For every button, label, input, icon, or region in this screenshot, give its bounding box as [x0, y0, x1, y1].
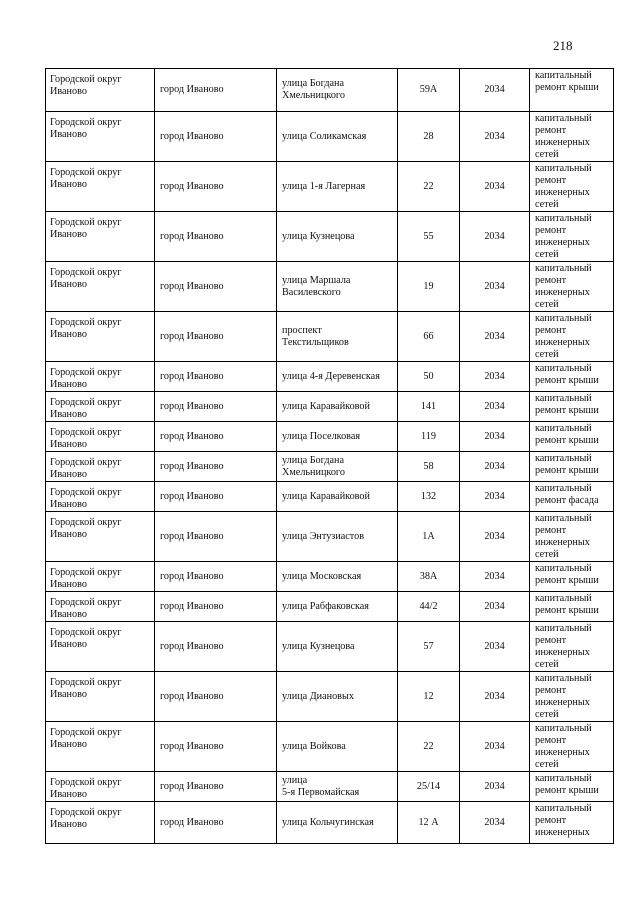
year-cell: 2034	[460, 512, 530, 562]
street-cell: улица Кольчугинская	[277, 802, 398, 844]
table-row	[46, 422, 614, 452]
okrug-cell: Городской округ Иваново	[46, 69, 155, 112]
table-row	[46, 772, 614, 802]
table-row	[46, 722, 614, 772]
city-cell: город Иваново	[155, 772, 277, 802]
okrug-cell: Городской округ Иваново	[46, 772, 155, 802]
table-row	[46, 69, 614, 112]
city-cell: город Иваново	[155, 392, 277, 422]
okrug-cell: Городской округ Иваново	[46, 112, 155, 162]
city-cell: город Иваново	[155, 212, 277, 262]
city-cell: город Иваново	[155, 672, 277, 722]
city-cell: город Иваново	[155, 722, 277, 772]
street-cell: проспект Текстильщиков	[277, 312, 398, 362]
house-number-cell: 1А	[398, 512, 460, 562]
okrug-cell: Городской округ Иваново	[46, 452, 155, 482]
house-number-cell: 19	[398, 262, 460, 312]
city-cell: город Иваново	[155, 312, 277, 362]
table-row	[46, 562, 614, 592]
year-cell: 2034	[460, 262, 530, 312]
okrug-cell: Городской округ Иваново	[46, 162, 155, 212]
work-type-cell: капитальный ремонт крыши	[530, 592, 614, 622]
city-cell: город Иваново	[155, 112, 277, 162]
city-cell: город Иваново	[155, 482, 277, 512]
year-cell: 2034	[460, 312, 530, 362]
house-number-cell: 141	[398, 392, 460, 422]
work-type-cell: капитальный ремонт инженерных сетей	[530, 312, 614, 362]
work-type-cell: капитальный ремонт фасада	[530, 482, 614, 512]
year-cell: 2034	[460, 482, 530, 512]
house-number-cell: 22	[398, 162, 460, 212]
house-number-cell: 38А	[398, 562, 460, 592]
table-row	[46, 162, 614, 212]
year-cell: 2034	[460, 162, 530, 212]
work-type-cell: капитальный ремонт инженерных	[530, 802, 614, 844]
city-cell: город Иваново	[155, 802, 277, 844]
work-type-cell: капитальный ремонт крыши	[530, 452, 614, 482]
street-cell: улица Соликамская	[277, 112, 398, 162]
okrug-cell: Городской округ Иваново	[46, 622, 155, 672]
okrug-cell: Городской округ Иваново	[46, 262, 155, 312]
okrug-cell: Городской округ Иваново	[46, 212, 155, 262]
house-number-cell: 55	[398, 212, 460, 262]
okrug-cell: Городской округ Иваново	[46, 802, 155, 844]
house-number-cell: 12 А	[398, 802, 460, 844]
table-row	[46, 802, 614, 844]
city-cell: город Иваново	[155, 262, 277, 312]
year-cell: 2034	[460, 772, 530, 802]
house-number-cell: 58	[398, 452, 460, 482]
table-row	[46, 452, 614, 482]
year-cell: 2034	[460, 622, 530, 672]
city-cell: город Иваново	[155, 362, 277, 392]
street-cell: улица 1-я Лагерная	[277, 162, 398, 212]
table-row	[46, 622, 614, 672]
work-type-cell: капитальный ремонт крыши	[530, 392, 614, 422]
table-row	[46, 482, 614, 512]
work-type-cell: капитальный ремонт инженерных сетей	[530, 262, 614, 312]
year-cell: 2034	[460, 592, 530, 622]
year-cell: 2034	[460, 69, 530, 112]
work-type-cell: капитальный ремонт крыши	[530, 422, 614, 452]
okrug-cell: Городской округ Иваново	[46, 362, 155, 392]
okrug-cell: Городской округ Иваново	[46, 562, 155, 592]
work-type-cell: капитальный ремонт крыши	[530, 362, 614, 392]
street-cell: улица 4-я Деревенская	[277, 362, 398, 392]
year-cell: 2034	[460, 392, 530, 422]
year-cell: 2034	[460, 802, 530, 844]
year-cell: 2034	[460, 422, 530, 452]
house-number-cell: 66	[398, 312, 460, 362]
street-cell: улица 5-я Первомайская	[277, 772, 398, 802]
street-cell: улица Каравайковой	[277, 392, 398, 422]
house-number-cell: 44/2	[398, 592, 460, 622]
city-cell: город Иваново	[155, 622, 277, 672]
street-cell: улица Диановых	[277, 672, 398, 722]
year-cell: 2034	[460, 672, 530, 722]
street-cell: улица Маршала Василевского	[277, 262, 398, 312]
work-type-cell: капитальный ремонт инженерных сетей	[530, 722, 614, 772]
house-number-cell: 59А	[398, 69, 460, 112]
okrug-cell: Городской округ Иваново	[46, 722, 155, 772]
year-cell: 2034	[460, 562, 530, 592]
table-row	[46, 362, 614, 392]
city-cell: город Иваново	[155, 562, 277, 592]
house-number-cell: 22	[398, 722, 460, 772]
city-cell: город Иваново	[155, 69, 277, 112]
street-cell: улица Войкова	[277, 722, 398, 772]
page-number: 218	[553, 38, 573, 53]
city-cell: город Иваново	[155, 422, 277, 452]
house-number-cell: 50	[398, 362, 460, 392]
house-number-cell: 25/14	[398, 772, 460, 802]
street-cell: улица Кузнецова	[277, 622, 398, 672]
street-cell: улица Поселковая	[277, 422, 398, 452]
okrug-cell: Городской округ Иваново	[46, 392, 155, 422]
house-number-cell: 57	[398, 622, 460, 672]
table-row	[46, 512, 614, 562]
okrug-cell: Городской округ Иваново	[46, 312, 155, 362]
work-type-cell: капитальный ремонт инженерных сетей	[530, 212, 614, 262]
street-cell: улица Кузнецова	[277, 212, 398, 262]
work-type-cell: капитальный ремонт инженерных сетей	[530, 672, 614, 722]
okrug-cell: Городской округ Иваново	[46, 482, 155, 512]
table-row	[46, 672, 614, 722]
table-row	[46, 112, 614, 162]
year-cell: 2034	[460, 112, 530, 162]
okrug-cell: Городской округ Иваново	[46, 422, 155, 452]
work-type-cell: капитальный ремонт инженерных сетей	[530, 162, 614, 212]
house-number-cell: 132	[398, 482, 460, 512]
city-cell: город Иваново	[155, 592, 277, 622]
year-cell: 2034	[460, 452, 530, 482]
work-type-cell: капитальный ремонт инженерных сетей	[530, 112, 614, 162]
table-row	[46, 392, 614, 422]
house-number-cell: 119	[398, 422, 460, 452]
year-cell: 2034	[460, 362, 530, 392]
work-type-cell: капитальный ремонт инженерных сетей	[530, 622, 614, 672]
work-type-cell: капитальный ремонт крыши	[530, 562, 614, 592]
year-cell: 2034	[460, 212, 530, 262]
city-cell: город Иваново	[155, 452, 277, 482]
repair-schedule-table	[45, 68, 614, 844]
year-cell: 2034	[460, 722, 530, 772]
table-row	[46, 262, 614, 312]
house-number-cell: 12	[398, 672, 460, 722]
work-type-cell: капитальный ремонт крыши	[530, 772, 614, 802]
city-cell: город Иваново	[155, 162, 277, 212]
work-type-cell: капитальный ремонт инженерных сетей	[530, 512, 614, 562]
work-type-cell: капитальный ремонт крыши	[530, 69, 614, 112]
street-cell: улица Каравайковой	[277, 482, 398, 512]
street-cell: улица Энтузиастов	[277, 512, 398, 562]
okrug-cell: Городской округ Иваново	[46, 592, 155, 622]
street-cell: улица Московская	[277, 562, 398, 592]
okrug-cell: Городской округ Иваново	[46, 672, 155, 722]
house-number-cell: 28	[398, 112, 460, 162]
table-row	[46, 312, 614, 362]
okrug-cell: Городской округ Иваново	[46, 512, 155, 562]
table-row	[46, 212, 614, 262]
table-row	[46, 592, 614, 622]
street-cell: улица Богдана Хмельницкого	[277, 69, 398, 112]
city-cell: город Иваново	[155, 512, 277, 562]
street-cell: улица Рабфаковская	[277, 592, 398, 622]
street-cell: улица Богдана Хмельницкого	[277, 452, 398, 482]
